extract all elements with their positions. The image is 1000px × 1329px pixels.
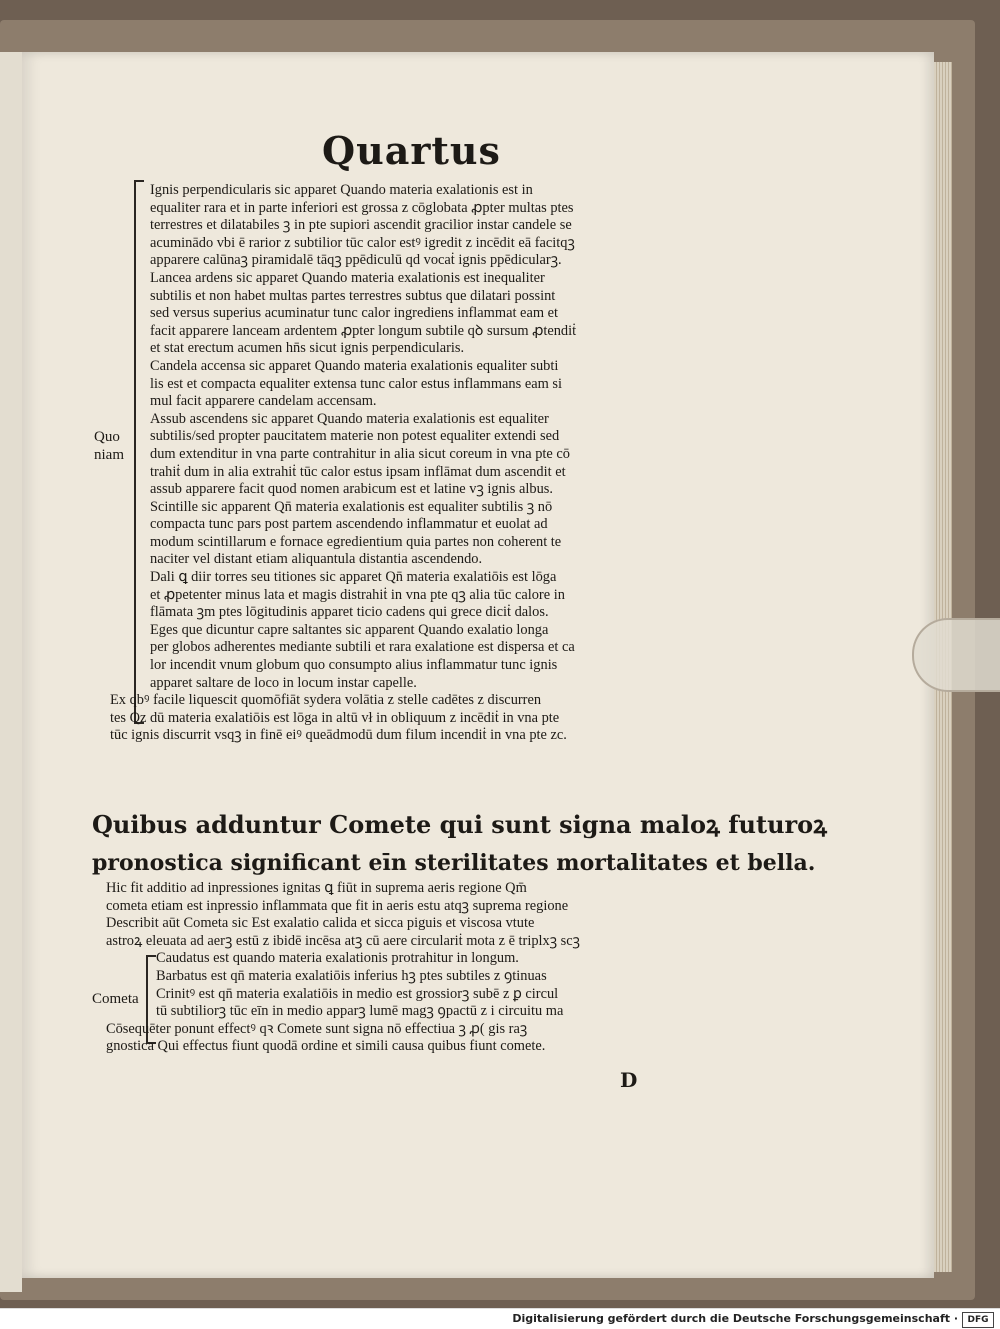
scanner-clip <box>912 618 1000 692</box>
text-line: Crinitꝰ est qn̄ materia exalatiōis in medio est grossiorꝫ subē z ꝑ circul <box>156 985 559 1002</box>
show-through-text <box>92 1074 702 1088</box>
heading-comets-line-1: Quibus adduntur Comete qui sunt signa maloꝝ futuroꝝ <box>92 810 828 839</box>
text-line: Caudatus est quando materia exalationis protrahitur in longum. <box>156 950 519 967</box>
text-line: cometa etiam est inpressio inflammata que fit in aeris estu atqꝫ suprema regione <box>106 897 569 914</box>
text-line: sed versus superius acuminatur tunc calor ingrediens inflammat eam et <box>150 305 559 322</box>
text-line: Barbatus est qn̄ materia exalatiōis inferius hꝫ ptes subtiles z ꝯtinuas <box>156 967 547 984</box>
text-line: Describit aūt Cometa sic Est exalatio calida et sicca piguis et viscosa vtute <box>106 915 535 932</box>
text-line: apparet saltare de loco in locum instar capelle. <box>150 674 417 691</box>
text-line: gnostica Qui effectus fiunt quodā ordine et simili causa quibus fiunt comete. <box>106 1038 546 1055</box>
text-line: naciter vel distant etiam aliquantula distantia ascendendo. <box>150 551 483 568</box>
text-line: Candela accensa sic apparet Quando materia exalationis equaliter subti <box>150 357 559 374</box>
text-line: subtilis et non habet multas partes terrestres subtus que dilatari possint <box>150 287 556 304</box>
section-2-text <box>106 880 706 1056</box>
margin-note-quoniam: Quo niam <box>94 429 124 463</box>
text-line: et ꝓpetenter minus lata et magis distrahiṫ in vna pte qꝫ alia tūc calore in <box>150 586 565 603</box>
text-line: mul facit apparere candelam accensam. <box>150 393 377 410</box>
text-line: terrestres et dilatabiles ꝫ in pte supiori ascendit gracilior instar candele se <box>150 217 572 234</box>
footer-bar <box>0 1308 1000 1329</box>
text-line: facit apparere lanceam ardentem ꝓpter longum subtile qꝺ sursum ꝓtendiṫ <box>150 322 577 339</box>
text-line: subtilis/sed propter paucitatem materie non potest equaliter extendi sed <box>150 428 560 445</box>
text-line: lor incendit vnum globum quo consumpto alius inflammatur tunc ignis <box>150 657 558 674</box>
text-line: equaliter rara et in parte inferiori est grossa z cōglobata ꝓpter multas ptes <box>150 199 574 216</box>
text-line: Cōsequēter ponunt effectꝰ qꝛ Comete sunt signa nō effectiua ꝫ ꝓ( gis raꝫ <box>106 1020 528 1037</box>
text-line: Eges que dicuntur capre saltantes sic apparent Quando exalatio longa <box>150 621 549 638</box>
margin-note-cometa: Cometa <box>92 991 139 1007</box>
text-line: astroꝝ eleuata ad aerꝫ estū z ibidē incēsa atꝫ cū aere circulariṫ mota z ē triplxꝫ scꝫ <box>106 932 581 949</box>
text-line: Scintille sic apparent Qn̄ materia exalationis est equaliter subtilis ꝫ nō <box>150 498 553 515</box>
page-header: Quartus <box>322 128 501 173</box>
text-line: apparere calūnaꝫ piramidalē tāqꝫ ppēdiculū qd vocaṫ ignis ppēdicularꝫ. <box>150 252 562 269</box>
footer-credit: Digitalisierung gefördert durch die Deutsche Forschungsgemeinschaft · <box>512 1312 958 1325</box>
signature-mark: D <box>620 1068 638 1092</box>
text-line: Dali ꝗ diir torres seu titiones sic apparet Qn̄ materia exalatiōis est lōga <box>150 569 557 586</box>
text-line: tūc ignis discurrit vsqꝫ in finē eiꝰ queādmodū dum filum incendiṫ in vna pte zc. <box>110 727 567 744</box>
text-line: modum scintillarum e fornace egredientium quia partes non coherent te <box>150 533 562 550</box>
text-line: Ex qbꝰ facile liquescit quomōfiāt sydera volātia z stelle cadētes z discurren <box>110 692 542 709</box>
text-line: tū subtiliorꝫ tūc eīn in medio apparꝫ lumē magꝫ ꝯpactū z i circuitu ma <box>156 1003 564 1020</box>
text-line: Lancea ardens sic apparet Quando materia exalationis est inequaliter <box>150 269 545 286</box>
facing-page-edge <box>0 52 22 1292</box>
text-line: compacta tunc pars post partem ascendendo inflammatur et euolat ad <box>150 516 548 533</box>
text-line: trahiṫ dum in alia extrahiṫ tūc calor estus ipsam inflāmat dum ascendit et <box>150 463 566 480</box>
text-line: lis est et compacta equaliter extensa tunc calor estus inflammans eam si <box>150 375 562 392</box>
text-line: assub apparere facit quod nomen arabicum est et latine vꝫ ignis albus. <box>150 481 553 498</box>
text-line: per globos adherentes mediante subtili et rara exalatione est dispersa et ca <box>150 639 575 656</box>
text-line: flāmata ꝫm ptes lōgitudinis apparet ticio cadens qui grece diciṫ dalos. <box>150 604 549 621</box>
text-line: dum extenditur in vna parte contrahitur in alia sicut coreum in vna pte cō <box>150 445 570 462</box>
text-line: et stat erectum acumen hn̄s sicut ignis perpendicularis. <box>150 340 465 357</box>
heading-comets-line-2: pronostica significant eīn sterilitates mortalitates et bella. <box>92 850 816 876</box>
dfg-logo: DFG <box>962 1312 994 1328</box>
text-line: Assub ascendens sic apparet Quando materia exalationis est equaliter <box>150 410 549 427</box>
bracket-1 <box>134 180 144 724</box>
text-line: acuminādo vbi ē rarior z subtilior tūc calor estꝰ igredit z incēdit eā facitqꝫ <box>150 234 575 251</box>
text-line: tes Qz dū materia exalatiōis est lōga in altū vł in obliquum z incēdiṫ in vna pte <box>110 709 560 726</box>
text-line: Hic fit additio ad inpressiones ignitas ꝗ fiūt in suprema aeris regione Qm̄ <box>106 880 527 896</box>
section-1-text <box>110 182 710 745</box>
text-line: Ignis perpendicularis sic apparet Quando materia exalationis est in <box>150 182 533 198</box>
